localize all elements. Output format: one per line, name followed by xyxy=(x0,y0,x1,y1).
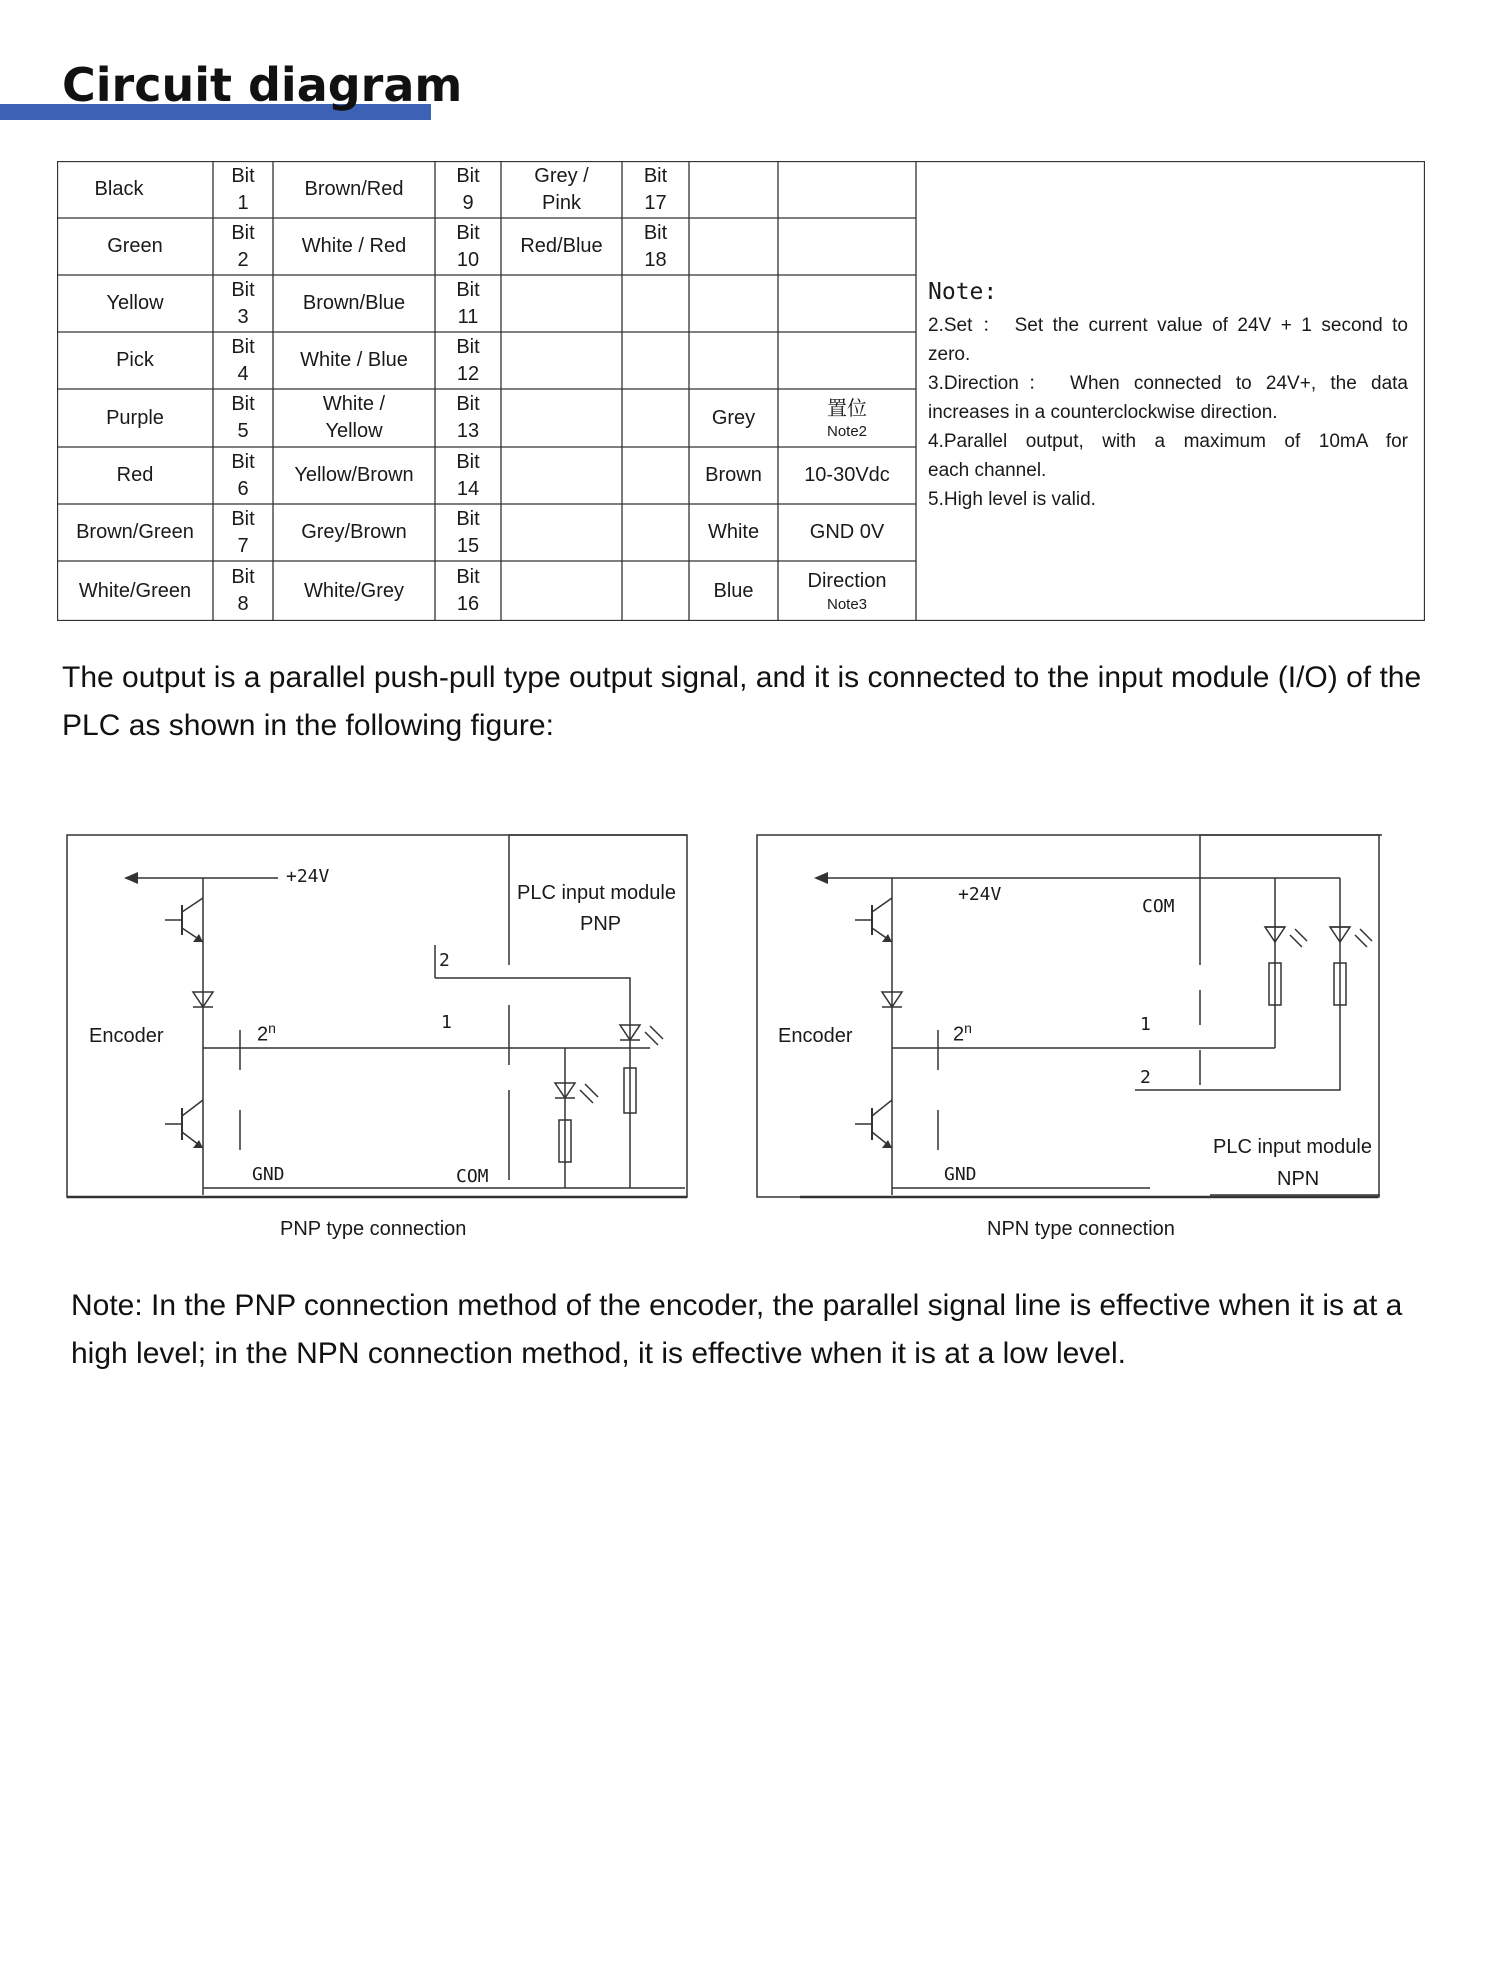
wire-color-cell: Blue xyxy=(713,579,754,602)
wire-color-cell: White/Grey xyxy=(303,579,405,602)
pnp-plc-label: PLC input module xyxy=(517,882,676,904)
bit-cell: Bit 3 xyxy=(231,278,255,328)
pnp-encoder-label: Encoder xyxy=(89,1025,164,1047)
connection-diagrams xyxy=(0,800,1488,1260)
wire-color-cell: Grey/Brown xyxy=(301,521,407,543)
circuit-schematic xyxy=(0,800,1488,1260)
page-title: Circuit diagram xyxy=(62,58,463,112)
pnp-gnd-label: GND xyxy=(252,1164,285,1185)
bit-cell: Bit 7 xyxy=(231,507,255,557)
function-cell: GND 0V xyxy=(809,521,885,543)
notes-heading: Note: xyxy=(928,279,998,305)
function-cell: 置位 Note2 xyxy=(826,395,868,440)
function-cell: Direction Note3 xyxy=(807,569,887,613)
bit-cell: Bit 13 xyxy=(456,393,480,442)
npn-24v-label: +24V xyxy=(958,884,1002,905)
bit-cell: Bit 10 xyxy=(456,221,480,271)
pnp-bit-label: 2$^n$ xyxy=(257,1020,276,1046)
npn-channel-2: 2 xyxy=(1140,1067,1151,1088)
wire-color-cell: Black xyxy=(94,178,144,200)
wire-color-cell: White / Red xyxy=(301,235,407,257)
wire-color-cell: White / Yellow xyxy=(322,393,386,442)
bit-cell: Bit 9 xyxy=(456,164,480,214)
npn-plc-label: PLC input module xyxy=(1213,1136,1372,1158)
npn-bit-label: 2$^n$ xyxy=(953,1020,972,1046)
bit-cell: Bit 16 xyxy=(456,566,480,615)
wire-color-cell: White/Green xyxy=(78,579,192,602)
wire-color-cell: White xyxy=(707,521,760,543)
npn-encoder-label: Encoder xyxy=(778,1025,853,1047)
wire-color-cell: Grey xyxy=(711,406,756,429)
pnp-channel-1: 1 xyxy=(441,1012,452,1033)
bit-cell: Bit 1 xyxy=(231,164,255,214)
pnp-caption: PNP type connection xyxy=(280,1218,467,1240)
note-line: 2.Set ： Set the current value of 24V + 1 second to xyxy=(928,315,1408,336)
wire-color-cell: Pick xyxy=(116,349,154,371)
npn-plc-type: NPN xyxy=(1277,1168,1320,1190)
note-line: increases in a counterclockwise direction. xyxy=(928,402,1278,423)
wire-color-cell: Yellow xyxy=(106,292,164,314)
intro-paragraph: The output is a parallel push-pull type output signal, and it is connected to the input module (I/O) of the PLC as shown in the following figure: xyxy=(62,661,1422,742)
note-line: 4.Parallel output, with a maximum of 10mA for xyxy=(928,431,1408,452)
bit-cell: Bit 14 xyxy=(456,450,480,500)
npn-caption: NPN type connection xyxy=(987,1218,1175,1240)
bit-cell: Bit 6 xyxy=(231,450,255,500)
pnp-channel-2: 2 xyxy=(439,950,450,971)
bit-cell: Bit 8 xyxy=(231,566,255,615)
bit-cell: Bit 15 xyxy=(456,507,480,557)
wire-color-cell: Purple xyxy=(106,406,164,429)
bit-cell: Bit 5 xyxy=(231,393,255,442)
wire-color-cell: White / Blue xyxy=(300,349,408,371)
wire-color-cell: Grey / Pink xyxy=(534,164,589,214)
npn-gnd-label: GND xyxy=(944,1164,977,1185)
npn-com-label: COM xyxy=(1142,896,1175,917)
note-line: zero. xyxy=(928,344,971,365)
bit-cell: Bit 18 xyxy=(643,221,668,271)
bit-cell: Bit 17 xyxy=(643,164,668,214)
pnp-com-label: COM xyxy=(456,1166,489,1187)
wire-color-cell: Red xyxy=(116,464,154,486)
wire-color-cell: Red/Blue xyxy=(520,235,603,257)
bit-cell: Bit 11 xyxy=(456,278,480,328)
wire-color-cell: Brown/Green xyxy=(76,521,194,543)
wire-color-cell: Brown xyxy=(705,464,762,486)
bit-cell: Bit 4 xyxy=(231,335,255,385)
pnp-plc-type: PNP xyxy=(580,913,622,935)
wire-color-cell: Green xyxy=(107,235,163,257)
note-line: each channel. xyxy=(928,460,1047,481)
function-cell: 10-30Vdc xyxy=(804,464,890,486)
note-line: 3.Direction： When connected to 24V+, the data xyxy=(928,373,1408,394)
bit-cell: Bit 12 xyxy=(456,335,480,385)
bottom-note: Note: In the PNP connection method of the encoder, the parallel signal line is effective when it is at a high level; in the NPN connection method, it is effective when it is at a low level. xyxy=(71,1289,1403,1370)
wire-color-cell: Yellow/Brown xyxy=(294,464,414,486)
wire-color-cell: Brown/Blue xyxy=(302,292,406,314)
pnp-24v-label: +24V xyxy=(286,866,330,887)
notes-panel xyxy=(928,278,1408,514)
wire-color-cell: Brown/Red xyxy=(304,178,404,200)
note-line: 5.High level is valid. xyxy=(928,489,1096,510)
npn-channel-1: 1 xyxy=(1140,1014,1151,1035)
bit-cell: Bit 2 xyxy=(231,221,255,271)
